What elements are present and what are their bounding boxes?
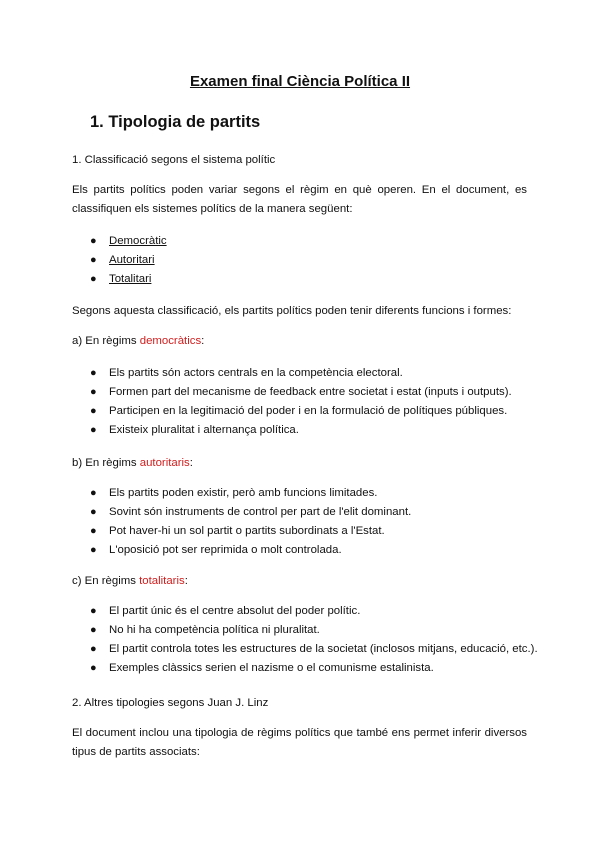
bullet-icon: ● [90,386,97,398]
bullet-icon: ● [90,544,97,556]
list-item-system: Totalitari [109,273,152,285]
bullet-icon: ● [90,662,97,674]
list-item: El partit controla totes les estructures de la societat (inclosos mitjans, educació, etc.). [109,643,538,655]
bullet-icon: ● [90,235,97,247]
subsection-1-heading: 1. Classificació segons el sistema polític [72,154,276,166]
bullet-icon: ● [90,405,97,417]
bullet-icon: ● [90,506,97,518]
bullet-icon: ● [90,643,97,655]
bullet-icon: ● [90,624,97,636]
regime-suffix: : [189,457,193,469]
bullet-icon: ● [90,487,97,499]
section-heading: 1. Tipologia de partits [90,113,261,131]
list-item: L'oposició pot ser reprimida o molt controlada. [109,544,342,556]
regime-keyword: totalitaris [139,575,185,587]
regime-suffix: : [184,575,188,587]
list-item: Participen en la legitimació del poder i en la formulació de polítiques públiques. [109,405,508,417]
regime-suffix: : [201,335,205,347]
regime-heading-totalitarian [72,574,188,588]
linz-paragraph-line-1: El document inclou una tipologia de règims polítics que també ens permet inferir diversos [72,727,527,739]
regime-keyword: democràtics [139,335,202,347]
list-item: Els partits poden existir, però amb funcions limitades. [109,487,378,499]
list-item: Sovint són instruments de control per part de l'elit dominant. [109,506,412,518]
regime-heading-authoritarian [72,456,193,470]
list-item: Formen part del mecanisme de feedback entre societat i estat (inputs i outputs). [109,386,512,398]
classification-paragraph: Segons aquesta classificació, els partits polítics poden tenir diferents funcions i formes: [72,305,512,317]
list-item: Pot haver-hi un sol partit o partits subordinats a l'Estat. [109,525,385,537]
regime-prefix: b) En règims [72,457,140,469]
bullet-icon: ● [90,605,97,617]
document-title: Examen final Ciència Política II [189,73,411,90]
bullet-icon: ● [90,424,97,436]
list-item: No hi ha competència política ni pluralitat. [109,624,320,636]
regime-prefix: a) En règims [72,335,140,347]
list-item: Existeix pluralitat i alternança política. [109,424,299,436]
bullet-icon: ● [90,273,97,285]
list-item: El partit únic és el centre absolut del poder polític. [109,605,361,617]
list-item: Exemples clàssics serien el nazisme o el comunisme estalinista. [109,662,434,674]
intro-paragraph-line-1: Els partits polítics poden variar segons el règim en què operen. En el document, es [72,184,527,196]
regime-keyword: autoritaris [139,457,190,469]
bullet-icon: ● [90,254,97,266]
intro-paragraph-line-2: classifiquen els sistemes polítics de la manera següent: [72,203,353,215]
bullet-icon: ● [90,525,97,537]
list-item-system: Autoritari [109,254,155,266]
linz-paragraph-line-2: tipus de partits associats: [72,746,200,758]
subsection-2-heading: 2. Altres tipologies segons Juan J. Linz [72,697,269,709]
list-item: Els partits són actors centrals en la competència electoral. [109,367,403,379]
bullet-icon: ● [90,367,97,379]
list-item-system: Democràtic [109,235,167,247]
regime-prefix: c) En règims [72,575,140,587]
regime-heading-democratic [72,334,204,348]
